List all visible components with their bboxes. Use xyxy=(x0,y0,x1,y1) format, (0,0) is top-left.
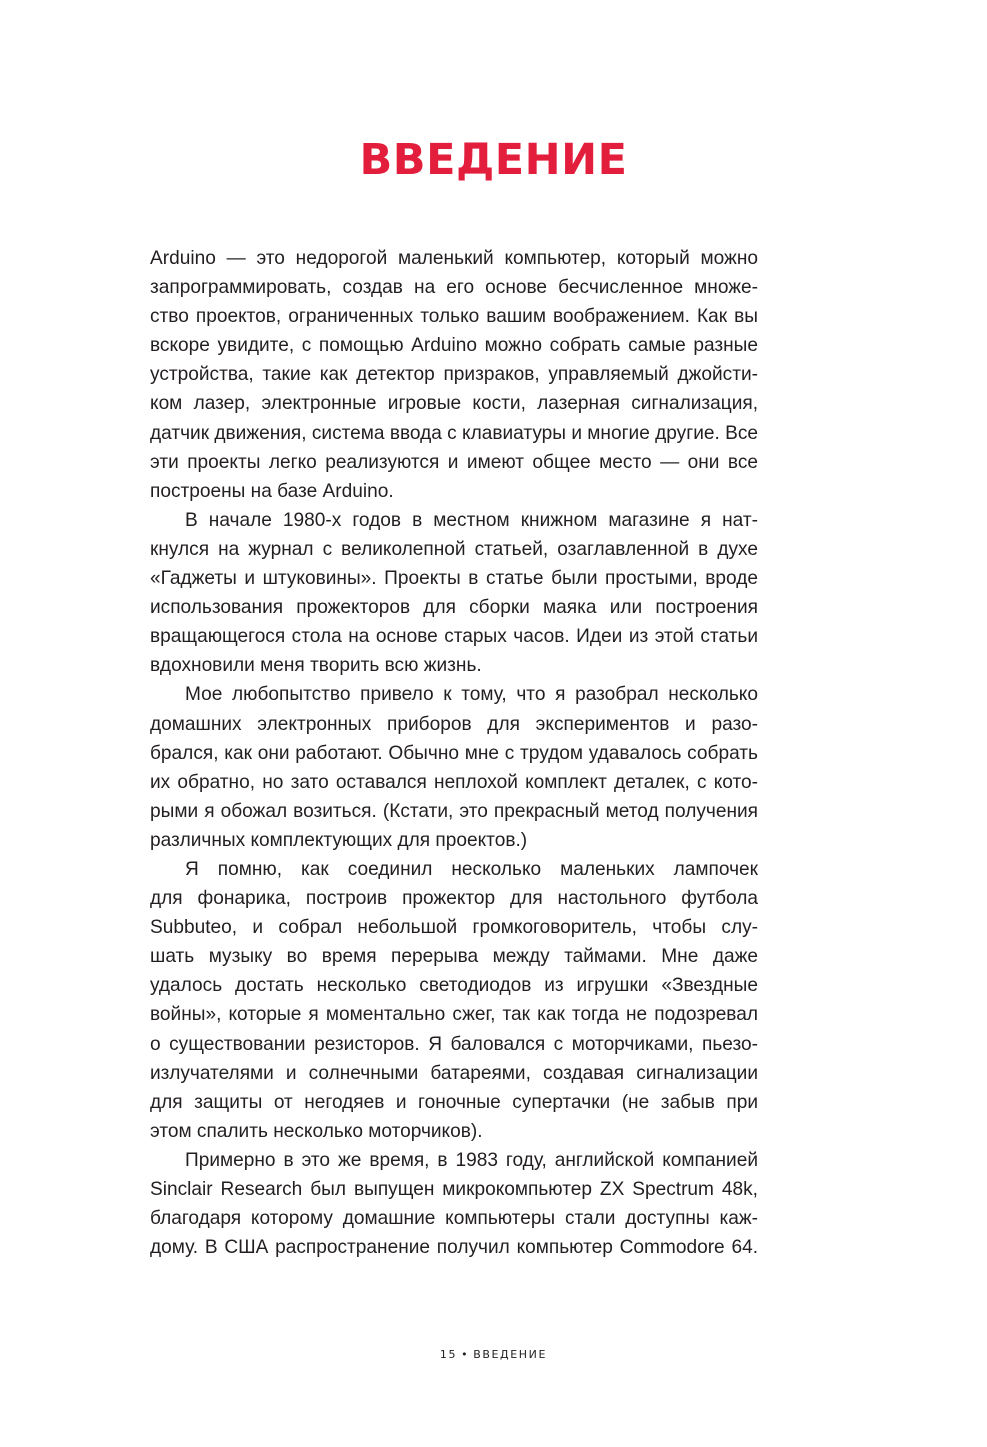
page-number: 15 xyxy=(439,1348,458,1361)
paragraph xyxy=(150,680,758,855)
text-line: войны», которые я моментально сжег, так как тогда не подозревал xyxy=(150,1004,758,1026)
chapter-title: ВВЕДЕНИЕ xyxy=(359,135,628,185)
text-line: Я помню, как соединил несколько маленьких лампочек xyxy=(185,858,758,880)
text-line: эти проекты легко реализуются и имеют общее место — они все xyxy=(150,451,758,473)
text-line: их обратно, но зато оставался неплохой комплект деталек, с кото- xyxy=(150,771,758,793)
text-line: ком лазер, электронные игровые кости, лазерная сигнализация, xyxy=(150,393,758,415)
text-line: удалось достать несколько светодиодов из игрушки «Звездные xyxy=(150,975,758,997)
text-line: В начале 1980-х годов в местном книжном магазине я нат- xyxy=(185,509,758,531)
text-line: излучателями и солнечными батареями, создавая сигнализации xyxy=(150,1062,758,1084)
text-line: Примерно в это же время, в 1983 году, английской компанией xyxy=(185,1149,758,1171)
text-line: шать музыку во время перерыва между таймами. Мне даже xyxy=(150,946,758,968)
text-line: благодаря которому домашние компьютеры стали доступны каж- xyxy=(150,1208,758,1230)
text-line: дому. В США распространение получил компьютер Commodore 64. xyxy=(150,1237,758,1259)
text-line: этом спалить несколько моторчиков). xyxy=(150,1120,483,1142)
paragraph xyxy=(150,506,758,681)
text-line: датчик движения, система ввода с клавиатуры и многие другие. Все xyxy=(150,422,758,444)
paragraph xyxy=(150,244,758,506)
text-line: вдохновили меня творить всю жизнь. xyxy=(150,655,482,677)
body-text xyxy=(150,244,758,1262)
text-line: Subbuteo, и собрал небольшой громкоговоритель, чтобы слу- xyxy=(150,917,758,939)
text-line: домашних электронных приборов для экспериментов и разо- xyxy=(150,713,758,735)
paragraph xyxy=(150,1146,758,1262)
paragraph xyxy=(150,855,758,1146)
text-line: устройства, такие как детектор призраков, управляемый джойсти- xyxy=(150,364,758,386)
text-line: запрограммировать, создав на его основе бесчисленное множе- xyxy=(150,277,758,299)
text-line: ство проектов, ограниченных только вашим воображением. Как вы xyxy=(150,306,758,328)
text-line: Sinclair Research был выпущен микрокомпьютер ZX Spectrum 48k, xyxy=(150,1179,758,1200)
text-line: вращающегося стола на основе старых часов. Идеи из этой статьи xyxy=(150,626,758,648)
footer-separator: • xyxy=(461,1348,470,1361)
text-line: вскоре увидите, с помощью Arduino можно собрать самые разные xyxy=(150,335,758,357)
text-line: Мое любопытство привело к тому, что я разобрал несколько xyxy=(185,684,758,706)
text-line: различных комплектующих для проектов.) xyxy=(150,829,528,851)
text-line: Arduino — это недорогой маленький компьютер, который можно xyxy=(150,248,758,269)
text-line: брался, как они работают. Обычно мне с трудом удавалось собрать xyxy=(150,742,758,764)
text-line: использования прожекторов для сборки маяка или построения xyxy=(150,597,758,619)
text-line: «Гаджеты и штуковины». Проекты в статье были простыми, вроде xyxy=(150,568,758,590)
page-footer xyxy=(0,1348,987,1362)
text-line: для фонарика, построив прожектор для настольного футбола xyxy=(150,888,758,910)
running-header: ВВЕДЕНИЕ xyxy=(473,1348,548,1361)
text-line: для защиты от негодяев и гоночные супертачки (не забыв при xyxy=(150,1091,758,1113)
text-line: рыми я обожал возиться. (Кстати, это прекрасный метод получения xyxy=(150,800,758,822)
text-line: о существовании резисторов. Я баловался с моторчиками, пьезо- xyxy=(150,1033,758,1055)
text-line: кнулся на журнал с великолепной статьей, озаглавленной в духе xyxy=(150,538,758,560)
text-line: построены на базе Arduino. xyxy=(150,480,394,502)
